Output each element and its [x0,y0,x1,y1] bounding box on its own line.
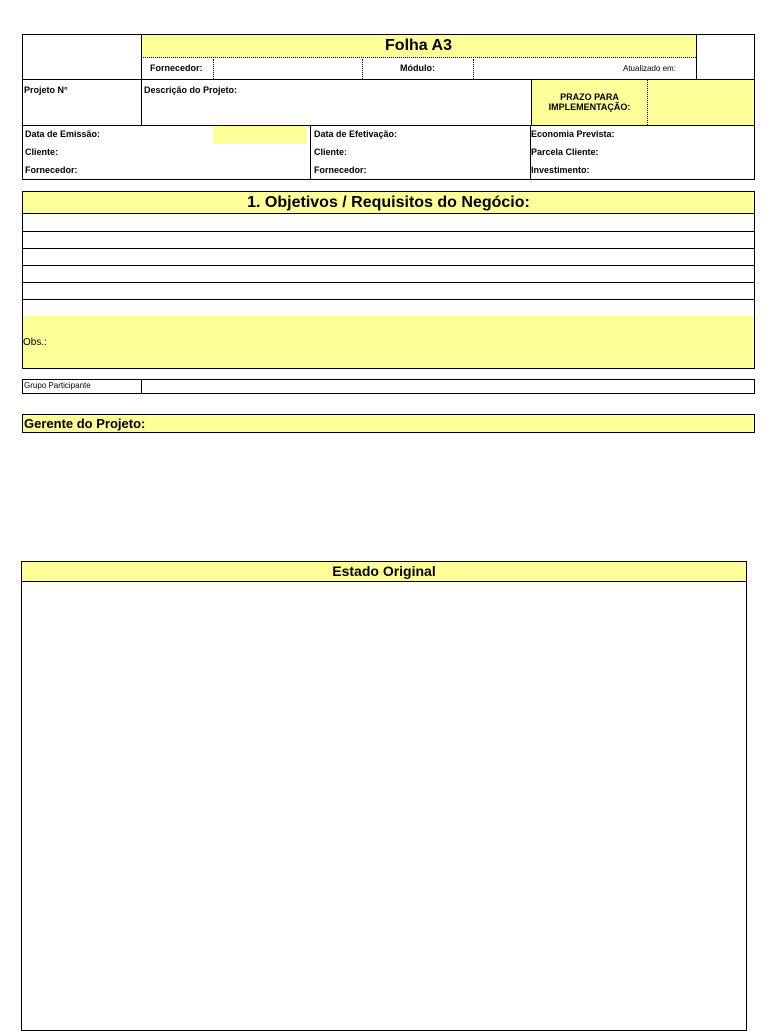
obs-label: Obs.: [23,337,47,348]
estado-original-section [21,561,747,1031]
cliente-label-1: Cliente: [25,147,59,157]
grupo-participante-row [22,379,755,394]
page-title: Folha A3 [385,37,452,54]
modulo-label: Módulo: [400,63,435,73]
emissao-label: Data de Emissão: [25,129,101,139]
atualizado-label: Atualizado em: [623,64,676,73]
fornecedor-label: Fornecedor: [150,63,203,73]
fornecedor-label-2: Fornecedor: [314,165,367,175]
emissao-value[interactable] [213,126,307,144]
objetivos-section [22,191,755,369]
obs-area[interactable] [23,316,754,368]
investimento-label: Investimento: [531,165,590,175]
gerente-row [22,414,755,433]
cliente-label-2: Cliente: [314,147,348,157]
descricao-label: Descrição do Projeto: [144,85,238,95]
estado-title: Estado Original [22,562,746,582]
gerente-label: Gerente do Projeto: [24,416,146,431]
efetivacao-label: Data de Efetivação: [314,129,398,139]
parcela-label: Parcela Cliente: [531,147,599,157]
grupo-label: Grupo Participante [24,381,91,390]
projeto-label: Projeto N° [24,85,68,95]
prazo-label: PRAZO PARA IMPLEMENTAÇÃO: [548,92,631,112]
economia-label: Economia Prevista: [531,129,615,139]
objetivos-title: 1. Objetivos / Requisitos do Negócio: [23,192,754,214]
header-form [22,34,755,180]
fornecedor-label-1: Fornecedor: [25,165,78,175]
